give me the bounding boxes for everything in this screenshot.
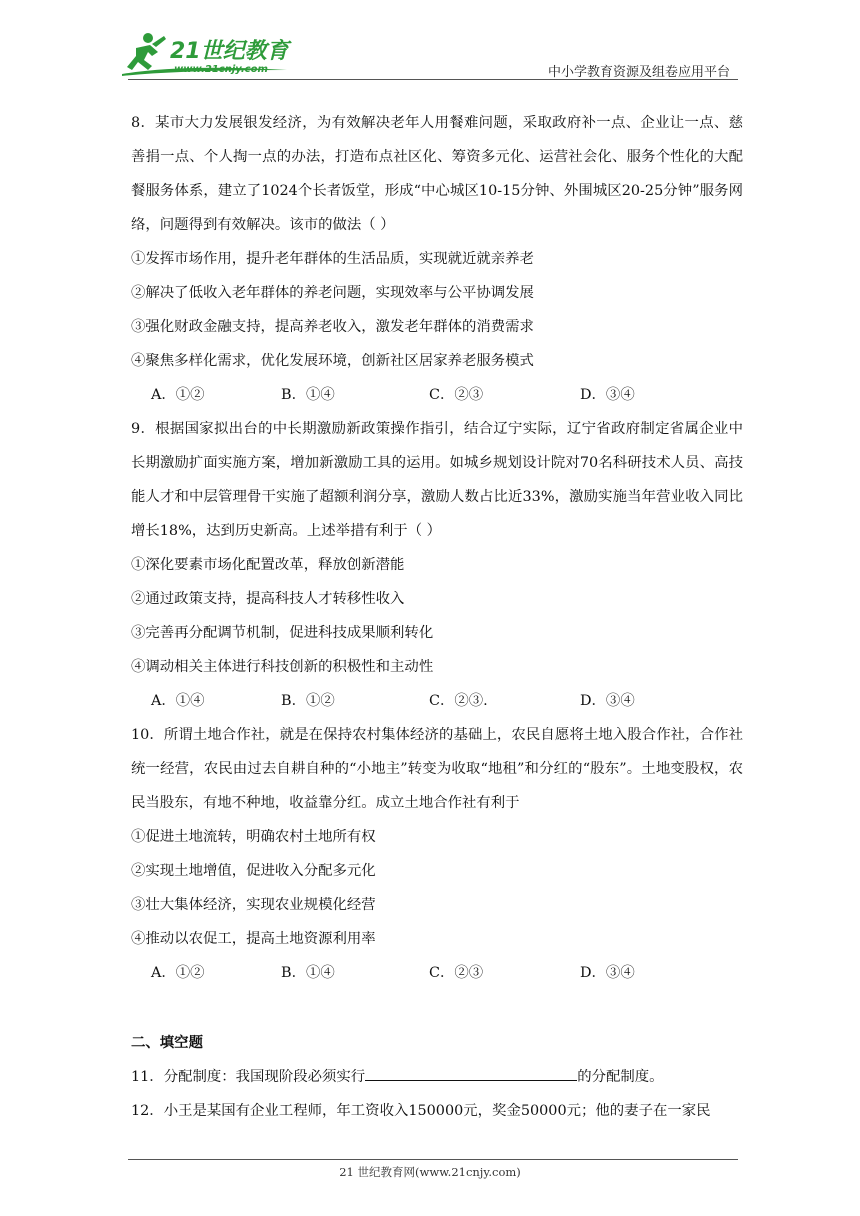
q9-stem: 9．根据国家拟出台的中长期激励新政策操作指引，结合辽宁实际，辽宁省政府制定省属企业中长期激励扩面实施方案，增加新激励工具的运用。如城乡规划设计院对70名科研技术人员、高技能人才和中层管理骨干实施了超额利润分享，激励人数占比近33%，激励实施当年营业收入同比增长18%，达到历史新高。上述举措有利于（ ） xyxy=(131,421,743,539)
q10-options xyxy=(131,956,743,990)
q10-item-3: ③壮大集体经济，实现农业规模化经营 xyxy=(131,897,376,913)
q10-option-d[interactable]: D．③④ xyxy=(580,965,635,981)
q10-stem: 10．所谓土地合作社，就是在保持农村集体经济的基础上，农民自愿将土地入股合作社，合作社统一经营，农民由过去自耕自种的“小地主”转变为收取“地租”和分红的“股东”。土地变股权，农民当股东，有地不种地，收益靠分红。成立土地合作社有利于 xyxy=(131,727,743,811)
q9-item-4: ④调动相关主体进行科技创新的积极性和主动性 xyxy=(131,659,434,675)
q10-option-a[interactable]: A．①② xyxy=(151,965,205,981)
header-title: 中小学教育资源及组卷应用平台 xyxy=(547,65,730,80)
logo-url: www.21cnjy.com xyxy=(174,64,268,75)
q11 xyxy=(131,1060,743,1094)
q8-option-d[interactable]: D．③④ xyxy=(580,387,635,403)
logo-text: 21世纪教育 xyxy=(170,39,289,64)
q10-option-b[interactable]: B．①④ xyxy=(281,965,335,981)
q8-options xyxy=(131,378,743,412)
q9-option-a[interactable]: A．①④ xyxy=(151,693,205,709)
q11-suffix: 的分配制度。 xyxy=(577,1069,664,1085)
footer-divider xyxy=(128,1159,738,1160)
q9-option-b[interactable]: B．①② xyxy=(281,693,335,709)
q10-item-2: ②实现土地增值，促进收入分配多元化 xyxy=(131,863,376,879)
q10-item-1: ①促进土地流转，明确农村土地所有权 xyxy=(131,829,376,845)
header-divider xyxy=(128,79,738,80)
q8-option-b[interactable]: B．①④ xyxy=(281,387,335,403)
q8-item-3: ③强化财政金融支持，提高养老收入，激发老年群体的消费需求 xyxy=(131,319,534,335)
q9-item-1: ①深化要素市场化配置改革，释放创新潜能 xyxy=(131,557,405,573)
q9-option-d[interactable]: D．③④ xyxy=(580,693,635,709)
q9-item-2: ②通过政策支持，提高科技人才转移性收入 xyxy=(131,591,405,607)
site-logo xyxy=(122,30,292,78)
section-title-fill-in: 二、填空题 xyxy=(131,1035,203,1051)
q8-stem: 8．某市大力发展银发经济，为有效解决老年人用餐难问题，采取政府补一点、企业让一点、慈善捐一点、个人掏一点的办法，打造布点社区化、筹资多元化、运营社会化、服务个性化的大配餐服务体系，建立了1024个长者饭堂，形成“中心城区10-15分钟、外围城区20-25分钟”服务网络，问题得到有效解决。该市的做法（ ） xyxy=(131,115,743,233)
q8-option-c[interactable]: C．②③ xyxy=(429,387,484,403)
q12-stem: 12．小王是某国有企业工程师，年工资收入150000元，奖金50000元；他的妻子在一家民 xyxy=(131,1103,711,1119)
q9-item-3: ③完善再分配调节机制，促进科技成果顺利转化 xyxy=(131,625,434,641)
page-content xyxy=(131,106,743,1128)
q10-item-4: ④推动以农促工，提高土地资源利用率 xyxy=(131,931,376,947)
q8-option-a[interactable]: A．①② xyxy=(151,387,205,403)
q11-answer-blank[interactable] xyxy=(365,1064,577,1081)
q10-option-c[interactable]: C．②③ xyxy=(429,965,484,981)
q8-item-1: ①发挥市场作用，提升老年群体的生活品质，实现就近就亲养老 xyxy=(131,251,534,267)
q11-prefix: 11．分配制度：我国现阶段必须实行 xyxy=(131,1069,366,1085)
q9-option-c[interactable]: C．②③. xyxy=(429,693,488,709)
footer-text: 21 世纪教育网(www.21cnjy.com) xyxy=(339,1165,521,1179)
section-gap xyxy=(131,990,743,1026)
q8-item-4: ④聚焦多样化需求，优化发展环境，创新社区居家养老服务模式 xyxy=(131,353,534,369)
page-header xyxy=(0,0,860,90)
q8-item-2: ②解决了低收入老年群体的养老问题，实现效率与公平协调发展 xyxy=(131,285,534,301)
q9-options xyxy=(131,684,743,718)
